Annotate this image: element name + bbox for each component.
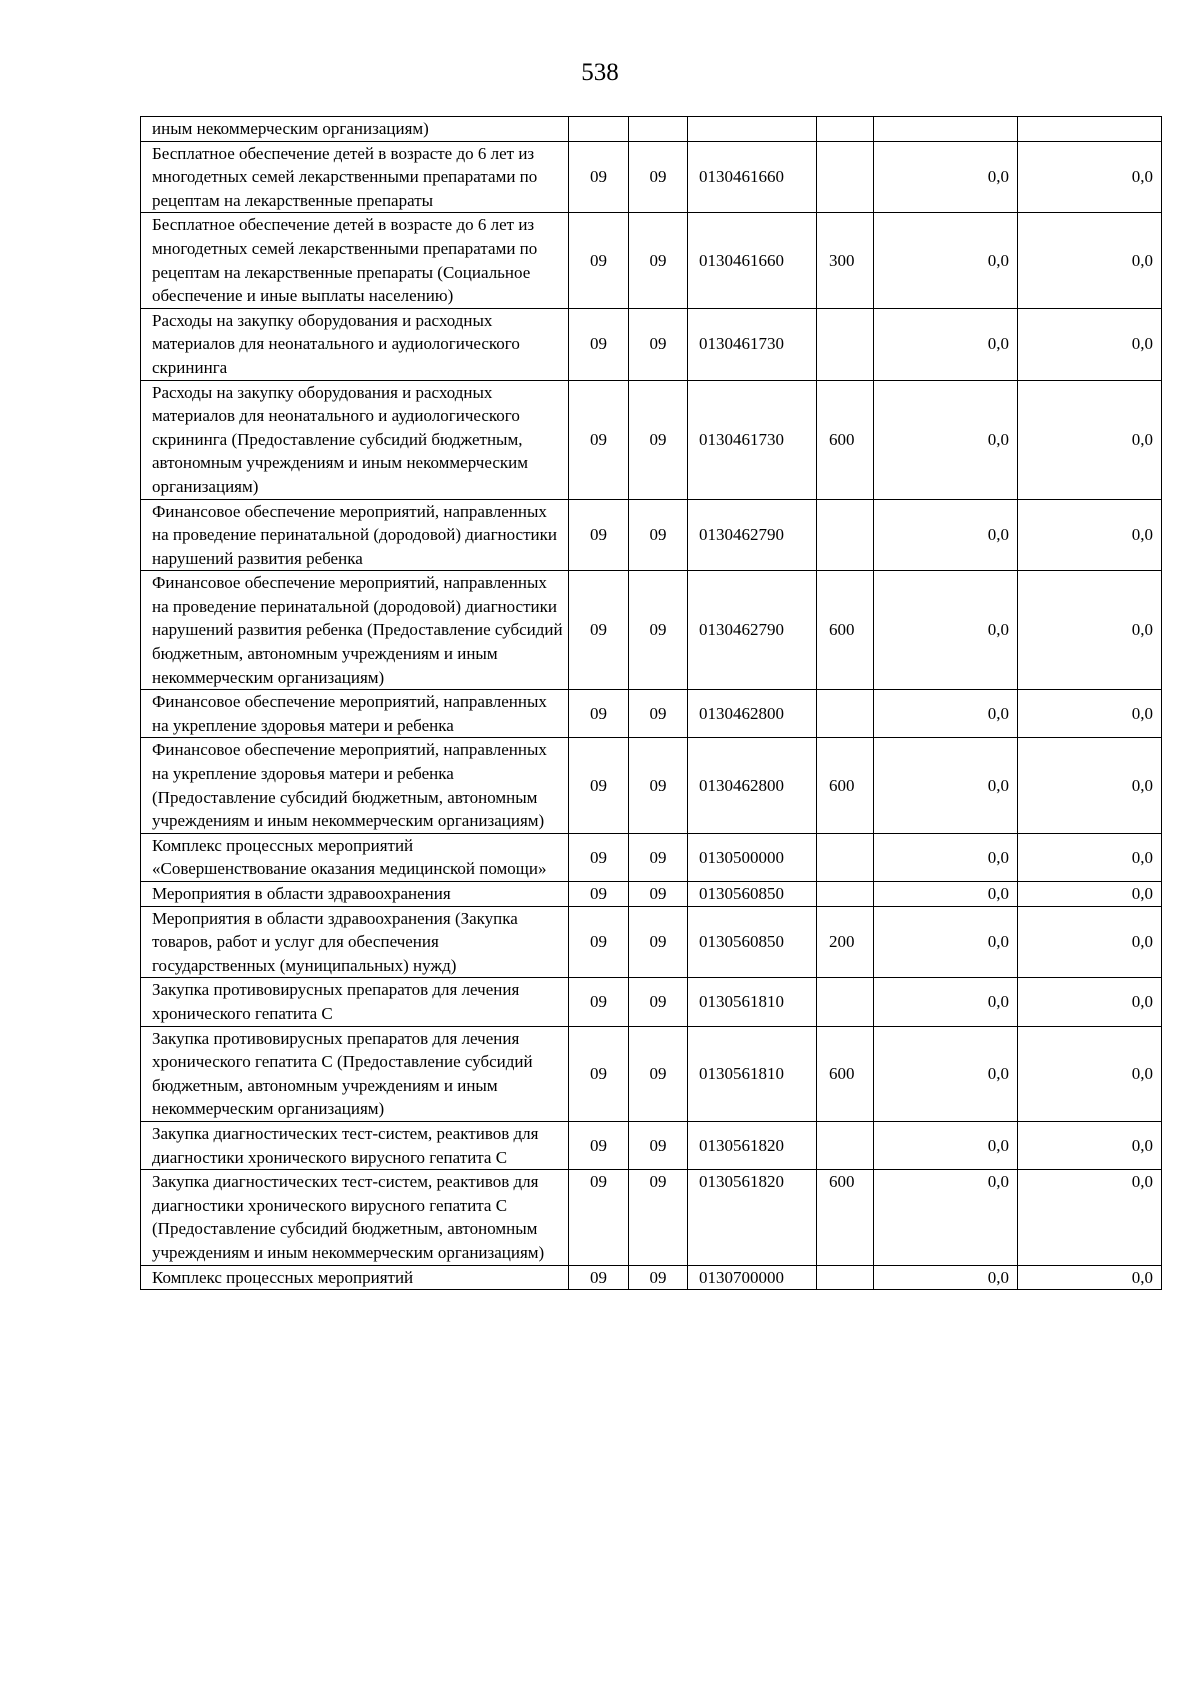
target-article-cell: 0130461730	[688, 380, 817, 499]
table-row	[141, 213, 1162, 308]
expense-type-cell	[817, 882, 874, 907]
section-code-cell	[569, 117, 629, 142]
expense-name-cell: Закупка диагностических тест-систем, реактивов для диагностики хронического вирусного гепатита С (Предоставление субсидий бюджетным, автономным учреждениям и иным некоммерческим организациям)	[141, 1170, 569, 1265]
expense-type-cell	[817, 1265, 874, 1290]
expense-type-cell	[817, 499, 874, 571]
expense-name-cell: Финансовое обеспечение мероприятий, направленных на проведение перинатальной (дородовой) диагностики нарушений развития ребенка (Предоставление субсидий бюджетным, автономным учреждениям и иным некоммерческим организациям)	[141, 571, 569, 690]
table-row	[141, 1170, 1162, 1265]
amount-first-cell	[874, 117, 1018, 142]
amount-first-cell: 0,0	[874, 978, 1018, 1026]
expense-type-cell: 600	[817, 1026, 874, 1121]
subsection-code-cell: 09	[629, 571, 688, 690]
table-row	[141, 978, 1162, 1026]
subsection-code-cell: 09	[629, 738, 688, 833]
amount-second-cell: 0,0	[1018, 1170, 1162, 1265]
subsection-code-cell: 09	[629, 906, 688, 978]
expense-name-cell: Мероприятия в области здравоохранения (Закупка товаров, работ и услуг для обеспечения государственных (муниципальных) нужд)	[141, 906, 569, 978]
expense-type-cell: 300	[817, 213, 874, 308]
amount-first-cell: 0,0	[874, 499, 1018, 571]
table-row	[141, 117, 1162, 142]
amount-second-cell: 0,0	[1018, 499, 1162, 571]
expense-type-cell	[817, 308, 874, 380]
table-row	[141, 882, 1162, 907]
target-article-cell: 0130461660	[688, 213, 817, 308]
expense-type-cell	[817, 978, 874, 1026]
table-row	[141, 380, 1162, 499]
subsection-code-cell: 09	[629, 380, 688, 499]
amount-first-cell: 0,0	[874, 213, 1018, 308]
expense-type-cell: 600	[817, 1170, 874, 1265]
section-code-cell: 09	[569, 1265, 629, 1290]
amount-second-cell	[1018, 117, 1162, 142]
amount-first-cell: 0,0	[874, 882, 1018, 907]
section-code-cell: 09	[569, 1121, 629, 1169]
subsection-code-cell: 09	[629, 141, 688, 213]
expense-type-cell: 600	[817, 380, 874, 499]
section-code-cell: 09	[569, 213, 629, 308]
amount-second-cell: 0,0	[1018, 141, 1162, 213]
target-article-cell: 0130561820	[688, 1170, 817, 1265]
amount-first-cell: 0,0	[874, 380, 1018, 499]
table-row	[141, 690, 1162, 738]
section-code-cell: 09	[569, 308, 629, 380]
section-code-cell: 09	[569, 1026, 629, 1121]
subsection-code-cell: 09	[629, 1121, 688, 1169]
table-row	[141, 308, 1162, 380]
amount-second-cell: 0,0	[1018, 1121, 1162, 1169]
target-article-cell	[688, 117, 817, 142]
expense-name-cell: Комплекс процессных мероприятий «Совершенствование оказания медицинской помощи»	[141, 833, 569, 881]
expense-name-cell: Бесплатное обеспечение детей в возрасте до 6 лет из многодетных семей лекарственными препаратами по рецептам на лекарственные препараты	[141, 141, 569, 213]
section-code-cell: 09	[569, 141, 629, 213]
table-row	[141, 571, 1162, 690]
expense-type-cell	[817, 690, 874, 738]
amount-second-cell: 0,0	[1018, 906, 1162, 978]
subsection-code-cell: 09	[629, 499, 688, 571]
target-article-cell: 0130560850	[688, 882, 817, 907]
table-row	[141, 1121, 1162, 1169]
expense-type-cell: 600	[817, 738, 874, 833]
target-article-cell: 0130561810	[688, 978, 817, 1026]
table-row	[141, 141, 1162, 213]
table-row	[141, 833, 1162, 881]
amount-second-cell: 0,0	[1018, 1265, 1162, 1290]
subsection-code-cell	[629, 117, 688, 142]
amount-first-cell: 0,0	[874, 571, 1018, 690]
target-article-cell: 0130700000	[688, 1265, 817, 1290]
subsection-code-cell: 09	[629, 690, 688, 738]
table-row	[141, 1265, 1162, 1290]
target-article-cell: 0130561820	[688, 1121, 817, 1169]
subsection-code-cell: 09	[629, 833, 688, 881]
amount-first-cell: 0,0	[874, 1265, 1018, 1290]
table-row	[141, 1026, 1162, 1121]
subsection-code-cell: 09	[629, 882, 688, 907]
expense-name-cell: Расходы на закупку оборудования и расходных материалов для неонатального и аудиологического скрининга	[141, 308, 569, 380]
target-article-cell: 0130561810	[688, 1026, 817, 1121]
amount-second-cell: 0,0	[1018, 978, 1162, 1026]
amount-first-cell: 0,0	[874, 738, 1018, 833]
section-code-cell: 09	[569, 1170, 629, 1265]
section-code-cell: 09	[569, 499, 629, 571]
amount-second-cell: 0,0	[1018, 833, 1162, 881]
budget-table	[140, 116, 1162, 1290]
subsection-code-cell: 09	[629, 308, 688, 380]
subsection-code-cell: 09	[629, 213, 688, 308]
expense-name-cell: Финансовое обеспечение мероприятий, направленных на проведение перинатальной (дородовой) диагностики нарушений развития ребенка	[141, 499, 569, 571]
subsection-code-cell: 09	[629, 1170, 688, 1265]
amount-second-cell: 0,0	[1018, 308, 1162, 380]
expense-name-cell: Закупка противовирусных препаратов для лечения хронического гепатита С	[141, 978, 569, 1026]
amount-first-cell: 0,0	[874, 833, 1018, 881]
target-article-cell: 0130462790	[688, 571, 817, 690]
expense-name-cell: Бесплатное обеспечение детей в возрасте до 6 лет из многодетных семей лекарственными препаратами по рецептам на лекарственные препараты (Социальное обеспечение и иные выплаты населению)	[141, 213, 569, 308]
section-code-cell: 09	[569, 690, 629, 738]
section-code-cell: 09	[569, 906, 629, 978]
target-article-cell: 0130462790	[688, 499, 817, 571]
target-article-cell: 0130461730	[688, 308, 817, 380]
amount-first-cell: 0,0	[874, 1026, 1018, 1121]
amount-first-cell: 0,0	[874, 906, 1018, 978]
amount-first-cell: 0,0	[874, 308, 1018, 380]
expense-name-cell: Комплекс процессных мероприятий	[141, 1265, 569, 1290]
expense-type-cell	[817, 141, 874, 213]
target-article-cell: 0130500000	[688, 833, 817, 881]
expense-name-cell: Финансовое обеспечение мероприятий, направленных на укрепление здоровья матери и ребенка	[141, 690, 569, 738]
amount-second-cell: 0,0	[1018, 690, 1162, 738]
target-article-cell: 0130461660	[688, 141, 817, 213]
section-code-cell: 09	[569, 571, 629, 690]
table-body	[141, 117, 1162, 1290]
amount-second-cell: 0,0	[1018, 1026, 1162, 1121]
subsection-code-cell: 09	[629, 978, 688, 1026]
table-row	[141, 499, 1162, 571]
expense-name-cell: Закупка диагностических тест-систем, реактивов для диагностики хронического вирусного гепатита С	[141, 1121, 569, 1169]
expense-type-cell	[817, 117, 874, 142]
page-number: 538	[581, 59, 619, 86]
expense-name-cell: Расходы на закупку оборудования и расходных материалов для неонатального и аудиологического скрининга (Предоставление субсидий бюджетным, автономным учреждениям и иным некоммерческим организациям)	[141, 380, 569, 499]
section-code-cell: 09	[569, 833, 629, 881]
expense-type-cell	[817, 1121, 874, 1169]
amount-first-cell: 0,0	[874, 1170, 1018, 1265]
amount-first-cell: 0,0	[874, 141, 1018, 213]
expense-name-cell: Финансовое обеспечение мероприятий, направленных на укрепление здоровья матери и ребенка (Предоставление субсидий бюджетным, автономным учреждениям и иным некоммерческим организациям)	[141, 738, 569, 833]
amount-second-cell: 0,0	[1018, 882, 1162, 907]
target-article-cell: 0130560850	[688, 906, 817, 978]
expense-name-cell: иным некоммерческим организациям)	[141, 117, 569, 142]
section-code-cell: 09	[569, 978, 629, 1026]
subsection-code-cell: 09	[629, 1026, 688, 1121]
section-code-cell: 09	[569, 380, 629, 499]
expense-type-cell	[817, 833, 874, 881]
expense-name-cell: Мероприятия в области здравоохранения	[141, 882, 569, 907]
target-article-cell: 0130462800	[688, 738, 817, 833]
expense-type-cell: 200	[817, 906, 874, 978]
expense-name-cell: Закупка противовирусных препаратов для лечения хронического гепатита С (Предоставление субсидий бюджетным, автономным учреждениям и иным некоммерческим организациям)	[141, 1026, 569, 1121]
section-code-cell: 09	[569, 738, 629, 833]
amount-second-cell: 0,0	[1018, 571, 1162, 690]
table-row	[141, 738, 1162, 833]
amount-first-cell: 0,0	[874, 1121, 1018, 1169]
amount-second-cell: 0,0	[1018, 738, 1162, 833]
amount-second-cell: 0,0	[1018, 380, 1162, 499]
subsection-code-cell: 09	[629, 1265, 688, 1290]
table-row	[141, 906, 1162, 978]
section-code-cell: 09	[569, 882, 629, 907]
amount-second-cell: 0,0	[1018, 213, 1162, 308]
amount-first-cell: 0,0	[874, 690, 1018, 738]
expense-type-cell: 600	[817, 571, 874, 690]
target-article-cell: 0130462800	[688, 690, 817, 738]
